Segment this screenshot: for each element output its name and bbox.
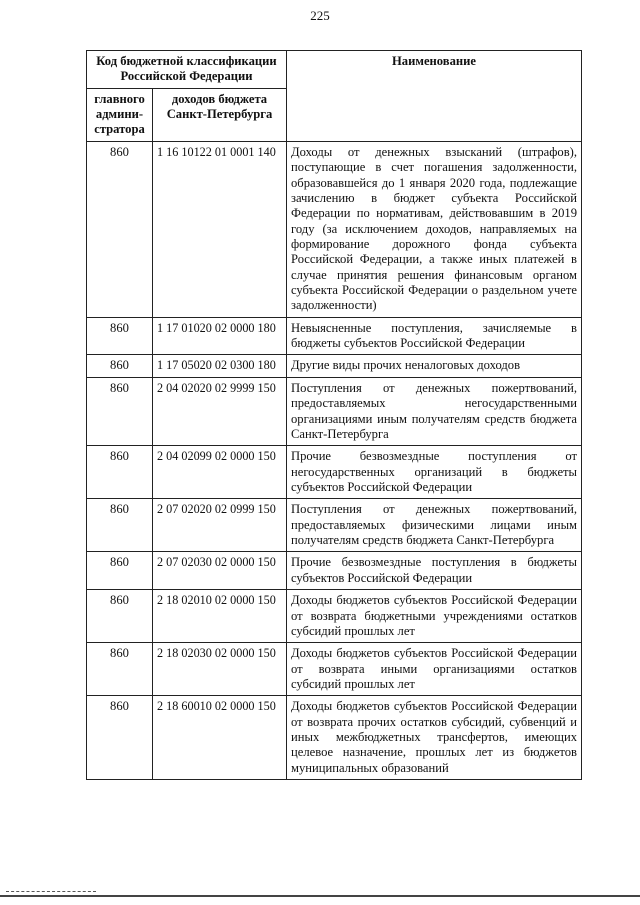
page-number: 225 — [310, 8, 330, 23]
table-row — [87, 552, 582, 590]
header-income: доходов бюджета Санкт-Петербурга — [153, 88, 287, 141]
income-name-cell: Доходы от денежных взысканий (штрафов), поступающие в счет погашения задолженности, образовавшейся до 1 января 2020 года, подлежащие зачислению в бюджет субъекта Российской Федерации по нормативам, действовавшим в 2019 году (за исключением доходов, направляемых на формирование дорожного фонда субъекта Российской Федерации, а также иных платежей в случае принятия решения финансовым органом субъекта Российской Федерации о раздельном учете задолженности) — [287, 141, 582, 317]
income-code-cell: 2 18 60010 02 0000 150 — [153, 696, 287, 780]
income-code-cell: 1 17 01020 02 0000 180 — [153, 317, 287, 355]
scan-artifact-line — [0, 895, 640, 897]
admin-code-cell: 860 — [87, 696, 153, 780]
income-code-cell: 2 18 02010 02 0000 150 — [153, 590, 287, 643]
income-name-cell: Поступления от денежных пожертвований, предоставляемых негосударственными организациями иным получателям средств бюджета Санкт-Петербурга — [287, 377, 582, 445]
income-name-cell: Поступления от денежных пожертвований, предоставляемых физическими лицами иным получателям средств бюджета Санкт-Петербурга — [287, 499, 582, 552]
table-row — [87, 317, 582, 355]
table-row — [87, 643, 582, 696]
table-row — [87, 499, 582, 552]
admin-code-cell: 860 — [87, 355, 153, 377]
budget-classification-table — [86, 50, 582, 780]
table-row — [87, 355, 582, 377]
admin-code-cell: 860 — [87, 590, 153, 643]
table-row — [87, 141, 582, 317]
income-code-cell: 2 18 02030 02 0000 150 — [153, 643, 287, 696]
admin-code-cell: 860 — [87, 446, 153, 499]
income-code-cell: 2 04 02099 02 0000 150 — [153, 446, 287, 499]
income-code-cell: 1 17 05020 02 0300 180 — [153, 355, 287, 377]
scan-artifact-dash — [6, 891, 96, 893]
admin-code-cell: 860 — [87, 499, 153, 552]
header-code-group: Код бюджетной классификации Российской Федерации — [87, 51, 287, 89]
income-name-cell: Другие виды прочих неналоговых доходов — [287, 355, 582, 377]
header-name: Наименование — [287, 51, 582, 142]
income-name-cell: Прочие безвозмездные поступления от негосударственных организаций в бюджеты субъектов Российской Федерации — [287, 446, 582, 499]
table-row — [87, 590, 582, 643]
income-name-cell: Доходы бюджетов субъектов Российской Федерации от возврата бюджетными учреждениями остатков субсидий прошлых лет — [287, 590, 582, 643]
admin-code-cell: 860 — [87, 141, 153, 317]
table-row — [87, 446, 582, 499]
income-code-cell: 2 07 02030 02 0000 150 — [153, 552, 287, 590]
header-admin: главного админи-стратора — [87, 88, 153, 141]
admin-code-cell: 860 — [87, 377, 153, 445]
income-name-cell: Доходы бюджетов субъектов Российской Федерации от возврата прочих остатков субсидий, субвенций и иных межбюджетных трансфертов, имеющих целевое назначение, прошлых лет из бюджетов муниципальных образований — [287, 696, 582, 780]
income-name-cell: Прочие безвозмездные поступления в бюджеты субъектов Российской Федерации — [287, 552, 582, 590]
income-name-cell: Невыясненные поступления, зачисляемые в бюджеты субъектов Российской Федерации — [287, 317, 582, 355]
income-code-cell: 1 16 10122 01 0001 140 — [153, 141, 287, 317]
admin-code-cell: 860 — [87, 317, 153, 355]
table-header-row — [87, 51, 582, 89]
table-row — [87, 377, 582, 445]
admin-code-cell: 860 — [87, 643, 153, 696]
income-name-cell: Доходы бюджетов субъектов Российской Федерации от возврата иными организациями остатков субсидий прошлых лет — [287, 643, 582, 696]
table-row — [87, 696, 582, 780]
income-code-cell: 2 04 02020 02 9999 150 — [153, 377, 287, 445]
income-code-cell: 2 07 02020 02 0999 150 — [153, 499, 287, 552]
admin-code-cell: 860 — [87, 552, 153, 590]
